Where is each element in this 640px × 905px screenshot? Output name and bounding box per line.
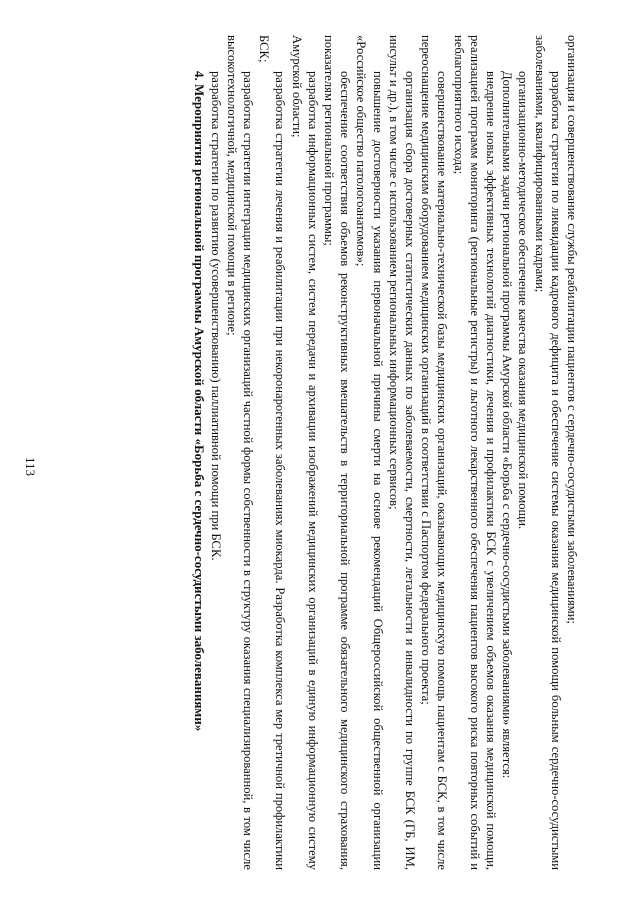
paragraph: совершенствование материально-технической базы медицинских организаций, оказывающих медицинскую помощь пациентам с БСК, в том числе переоснащение медицинским оборудованием медицинских организаций в соответствии с Паспортом федерального проекта; [419,35,450,870]
paragraph: организация и совершенствование службы реабилитации пациентов с сердечно-сосудистыми заболеваниями; [565,35,579,625]
paragraph: разработка стратегии по ликвидации кадрового дефицита и обеспечение системы оказания медицинской помощи больным сердечно-сосудистыми заболеваниями, квалифицированными кадрами; [532,35,563,870]
paragraph: разработка стратегии по развитию (усовершенствованию) паллиативной помощи при БСК. [208,71,223,561]
paragraph: разработка стратегии интеграции медицинских организаций частной формы собственности в структуру оказания специализированной, в том числе высокотехнологичной, медицинской помощи в регионе; [224,35,255,870]
paragraph: повышение достоверности указания первоначальной причины смерти на основе рекомендаций Общероссийской общественной организации «Российское общество патологоанатомов»; [354,35,385,870]
paragraph: организационно-методическое обеспечение качества оказания медицинской помощи. [516,71,531,530]
paragraph: разработка стратегии лечения и реабилитации при некоронарогенных заболеваниях миокарда. Разработка комплекса мер третичной профилактики БСК; [257,35,288,870]
page-number: 113 [23,457,38,477]
paragraph: обеспечение соответствия объемов реконструктивных вмешательств в территориальной программе обязательного медицинского страхования, показателям региональной программы; [321,35,353,870]
section-heading: 4. Мероприятия региональной программы Амурской области «Борьба с сердечно-сосудистыми заболеваниями» [192,71,208,732]
paragraph: разработка информационных систем, систем передачи и архивации изображений медицинских организаций в единую информационную систему Амурской области; [289,35,320,870]
document-body [191,35,580,870]
paragraph: внедрение новых эффективных технологий диагностики, лечения и профилактики БСК с увеличением объемов оказания медицинской помощи, реализацией программ мониторинга (региональные регистры) и льготного лекарственного обеспечения пациентов высокого риска повторных событий и неблагоприятного исхода; [451,35,498,870]
rotated-page-content [191,35,580,870]
paragraph: Дополнительными задачи региональной программы Амурской области «Борьба с сердечно-сосудистыми заболеваниями» является: [500,71,515,779]
paragraph: организация сбора достоверных статистических данных по заболеваемости, смертности, летальности и инвалидности по группе БСК (ГБ, ИМ, инсульт и др.), в том числе с использованием региональных информационных сервисов; [386,35,417,870]
